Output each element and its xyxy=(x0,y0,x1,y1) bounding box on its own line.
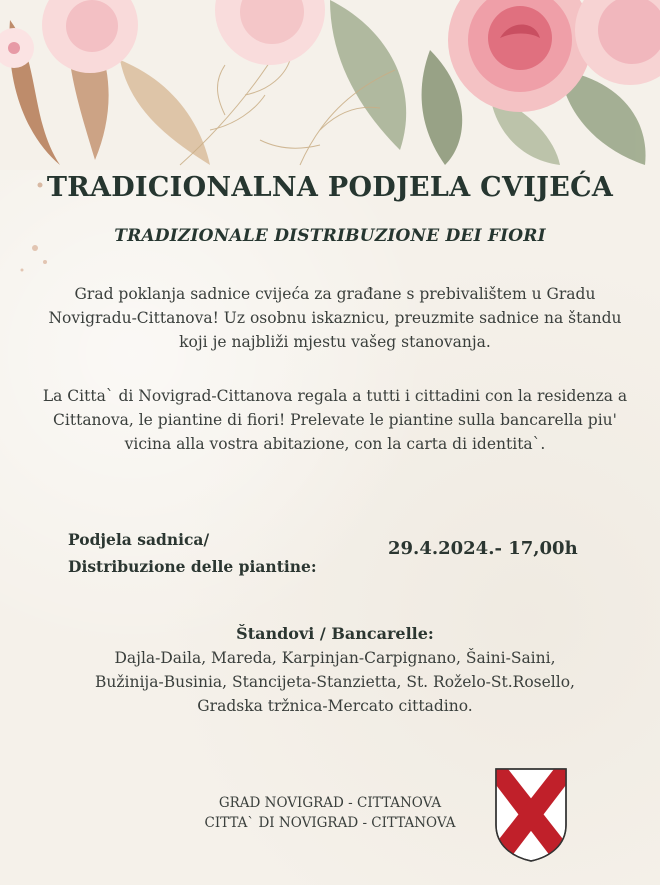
page-title: TRADICIONALNA PODJELA CVIJEĆA xyxy=(46,172,614,203)
distribution-datetime: 29.4.2024.- 17,00h xyxy=(388,538,578,559)
footer-line-it: CITTA` DI NOVIGRAD - CITTANOVA xyxy=(204,815,456,831)
page-subtitle: TRADIZIONALE DISTRIBUZIONE DEI FIORI xyxy=(114,226,546,246)
stands-line: Gradska tržnica-Mercato cittadino. xyxy=(197,697,473,715)
stands-line: Bužinija-Businia, Stancijeta-Stanzietta, St. Roželo-St.Rosello, xyxy=(94,673,575,691)
footer-issuer xyxy=(160,793,500,833)
stands-heading: Štandovi / Bancarelle: xyxy=(236,624,434,643)
paragraph-italian: La Citta` di Novigrad-Cittanova regala a tutti i cittadini con la residenza a Cittanova, le piantine di fiori! Prelevate le piantine sulla bancarella piu' vicina alla vostra abitazione, con la carta di identita`. xyxy=(42,387,628,453)
stands-line: Dajla-Daila, Mareda, Karpinjan-Carpignano, Šaini-Saini, xyxy=(114,649,556,667)
floral-header-illustration xyxy=(0,0,660,170)
coat-of-arms-icon xyxy=(494,767,568,863)
footer-line-hr: GRAD NOVIGRAD - CITTANOVA xyxy=(218,795,442,811)
stands-section xyxy=(40,622,630,718)
distribution-label-it: Distribuzione delle piantine: xyxy=(68,557,317,576)
distribution-label-hr: Podjela sadnica/ xyxy=(68,530,210,549)
distribution-label xyxy=(68,526,317,580)
paragraph-croatian: Grad poklanja sadnice cvijeća za građane s prebivalištem u Gradu Novigradu-Cittanova! Uz osobnu iskaznicu, preuzmite sadnice na štandu koji je najbliži mjestu vašeg stanovanja. xyxy=(48,285,622,351)
